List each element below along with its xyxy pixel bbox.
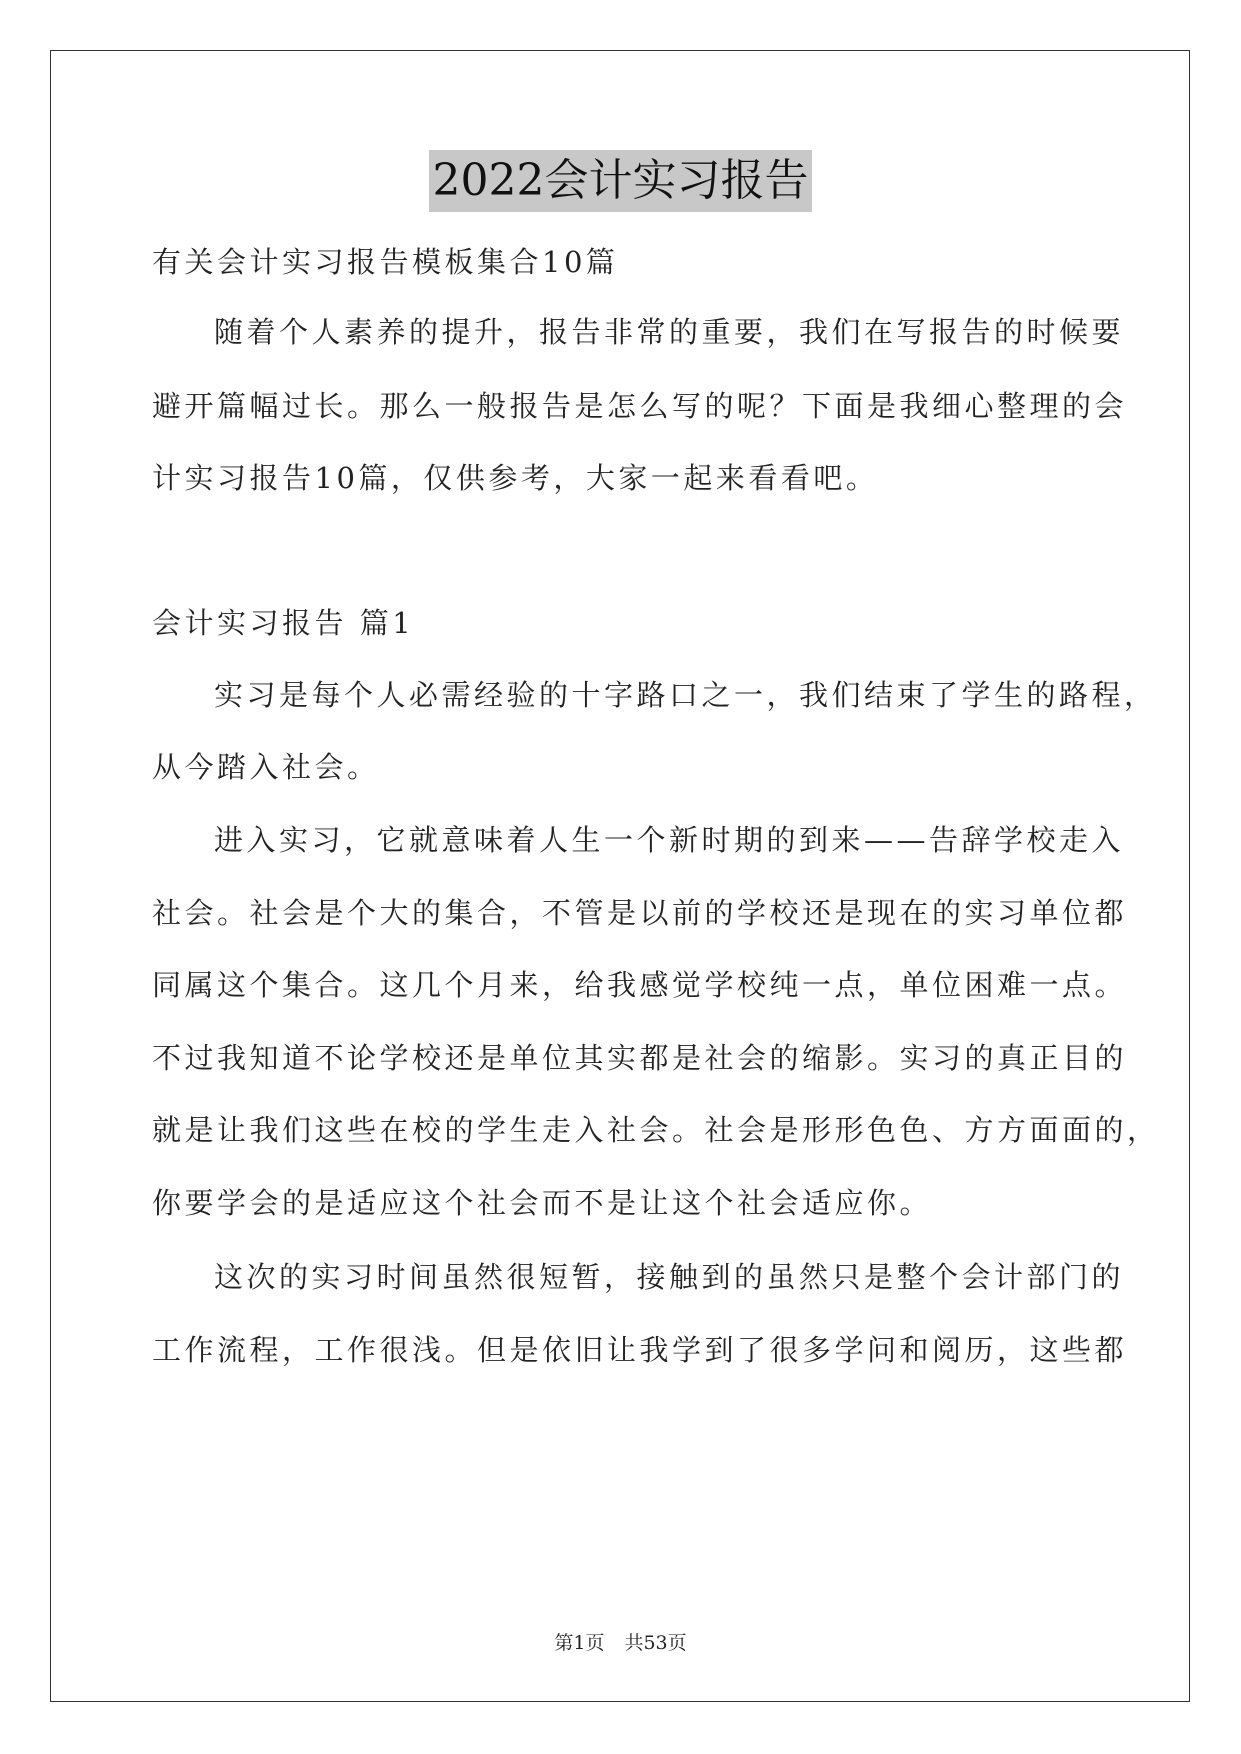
- paragraph-line: 工作流程，工作很浅。但是依旧让我学到了很多学问和阅历，这些都: [152, 1333, 1128, 1367]
- page-total: 共53页: [624, 1632, 687, 1654]
- intro-line: 随着个人素养的提升，报告非常的重要，我们在写报告的时候要: [214, 315, 1125, 349]
- paragraph-line: 同属这个集合。这几个月来，给我感觉学校纯一点，单位困难一点。: [152, 968, 1128, 1002]
- paragraph-line: 实习是每个人必需经验的十字路口之一，我们结束了学生的路程，: [214, 678, 1157, 712]
- page-number: 第1页: [554, 1632, 605, 1654]
- document-subtitle: 有关会计实习报告模板集合10篇: [152, 245, 619, 279]
- paragraph-line: 社会。社会是个大的集合，不管是以前的学校还是现在的实习单位都: [152, 896, 1128, 930]
- title-container: [0, 150, 1241, 212]
- document-title: 2022会计实习报告: [429, 150, 813, 212]
- paragraph-line: 从今踏入社会。: [152, 750, 380, 784]
- paragraph-line: 进入实习，它就意味着人生一个新时期的到来——告辞学校走入: [214, 823, 1125, 857]
- intro-line: 计实习报告10篇，仅供参考，大家一起来看看吧。: [152, 461, 879, 495]
- page-border: [50, 50, 1190, 1702]
- section-heading: 会计实习报告 篇1: [152, 606, 415, 640]
- paragraph-line: 这次的实习时间虽然很短暂，接触到的虽然只是整个会计部门的: [214, 1260, 1125, 1294]
- page-footer: [0, 1628, 1241, 1655]
- intro-line: 避开篇幅过长。那么一般报告是怎么写的呢？下面是我细心整理的会: [152, 389, 1128, 423]
- paragraph-line: 不过我知道不论学校还是单位其实都是社会的缩影。实习的真正目的: [152, 1041, 1128, 1075]
- paragraph-line: 就是让我们这些在校的学生走入社会。社会是形形色色、方方面面的，: [152, 1113, 1160, 1147]
- paragraph-line: 你要学会的是适应这个社会而不是让这个社会适应你。: [152, 1186, 933, 1220]
